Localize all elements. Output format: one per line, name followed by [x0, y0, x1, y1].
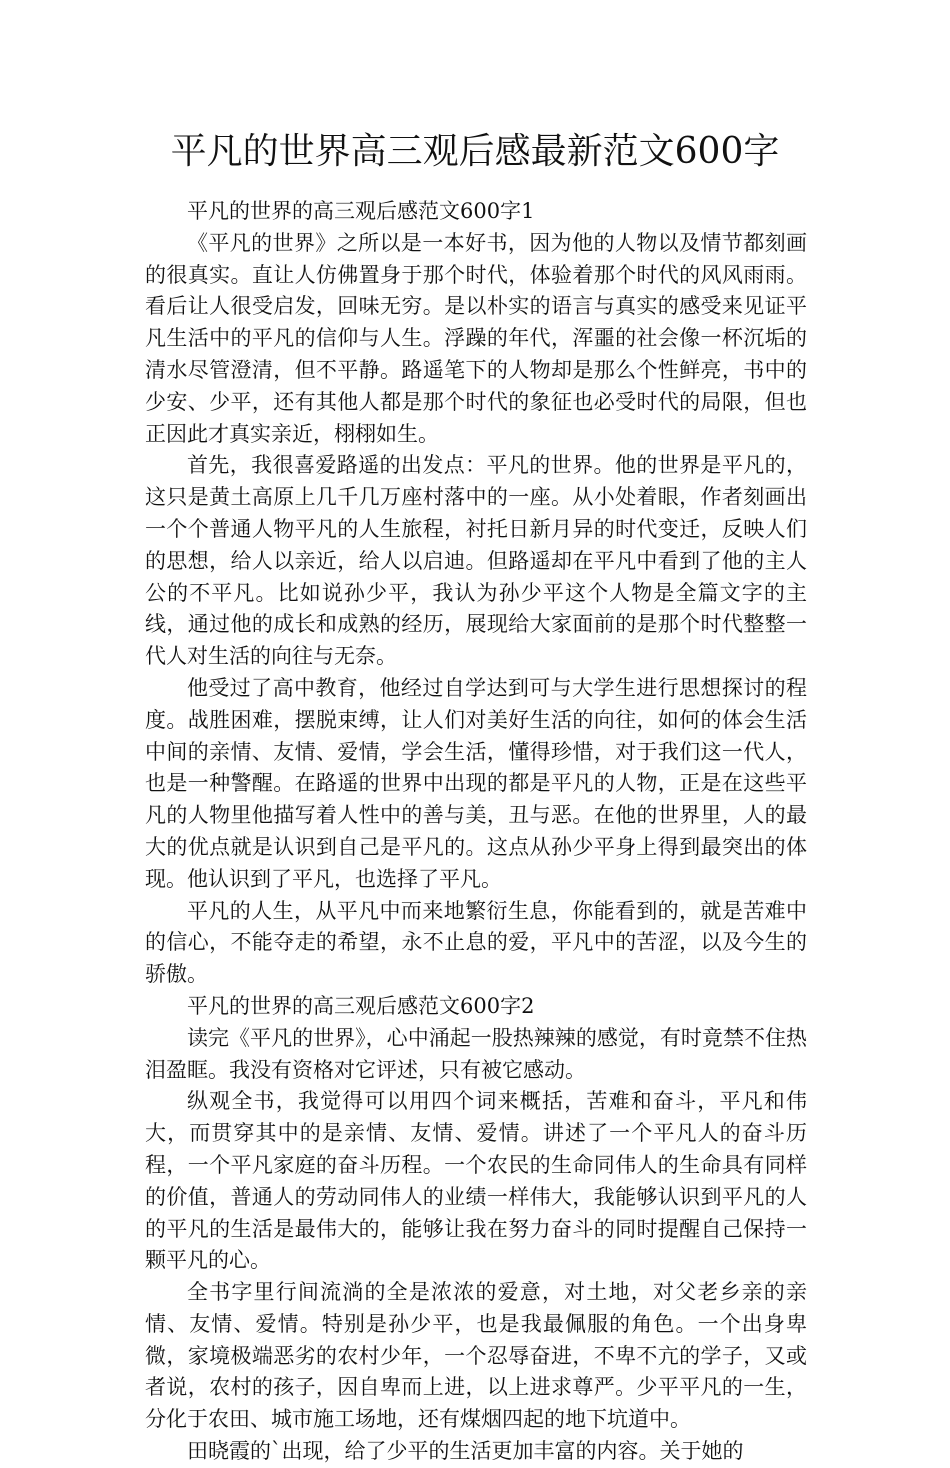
paragraph: 平凡的人生，从平凡中而来地繁衍生息，你能看到的，就是苦难中的信心，不能夺走的希望，永不止息的爱，平凡中的苦涩，以及今生的骄傲。 — [145, 898, 807, 987]
paragraph: 全书字里行间流淌的全是浓浓的爱意，对土地，对父老乡亲的亲情、友情、爱情。特别是孙少平，也是我最佩服的角色。一个出身卑微，家境极端恶劣的农村少年，一个忍辱奋进，不卑不亢的学子，又或者说，农村的孩子，因自卑而上进，以上进求尊严。少平平凡的一生，分化于农田、城市施工场地，还有煤烟四起的地下坑道中。 — [145, 1280, 807, 1432]
paragraph: 《平凡的世界》之所以是一本好书，因为他的人物以及情节都刻画的很真实。直让人仿佛置身于那个时代，体验着那个时代的风风雨雨。看后让人很受启发，回味无穷。是以朴实的语言与真实的感受来见证平凡生活中的平凡的信仰与人生。浮躁的年代，浑噩的社会像一杯沉垢的清水尽管澄清，但不平静。路遥笔下的人物却是那么个性鲜亮，书中的少安、少平，还有其他人都是那个时代的象征也必受时代的局限，但也正因此才真实亲近，栩栩如生。 — [145, 230, 807, 446]
paragraph: 纵观全书，我觉得可以用四个词来概括，苦难和奋斗，平凡和伟大，而贯穿其中的是亲情、友情、爱情。讲述了一个平凡人的奋斗历程，一个平凡家庭的奋斗历程。一个农民的生命同伟人的生命具有同样的价值，普通人的劳动同伟人的业绩一样伟大，我能够认识到平凡的人的平凡的生活是最伟大的，能够让我在努力奋斗的同时提醒自己保持一颗平凡的心。 — [145, 1089, 807, 1273]
paragraph: 读完《平凡的世界》，心中涌起一股热辣辣的感觉，有时竟禁不住热泪盈眶。我没有资格对它评述，只有被它感动。 — [145, 1025, 807, 1082]
paragraph: 首先，我很喜爱路遥的出发点：平凡的世界。他的世界是平凡的，这只是黄土高原上几千几万座村落中的一座。从小处着眼，作者刻画出一个个普通人物平凡的人生旅程，衬托日新月异的时代变迁，反映人们的思想，给人以亲近，给人以启迪。但路遥却在平凡中看到了他的主人公的不平凡。比如说孙少平，我认为孙少平这个人物是全篇文字的主线，通过他的成长和成熟的经历，展现给大家面前的是那个时代整整一代人对生活的向往与无奈。 — [145, 453, 807, 669]
paragraph: 田晓霞的`出现，给了少平的生活更加丰富的内容。关于她的 — [187, 1439, 744, 1464]
paragraph: 他受过了高中教育，他经过自学达到可与大学生进行思想探讨的程度。战胜困难，摆脱束缚，让人们对美好生活的向往，如何的体会生活中间的亲情、友情、爱情，学会生活，懂得珍惜，对于我们这一代人，也是一种警醒。在路遥的世界中出现的都是平凡的人物，正是在这些平凡的人物里他描写着人性中的善与美，丑与恶。在他的世界里，人的最大的优点就是认识到自己是平凡的。这点从孙少平身上得到最突出的体现。他认识到了平凡，也选择了平凡。 — [145, 675, 807, 891]
essay-heading-1: 平凡的世界的高三观后感范文600字1 — [187, 199, 535, 223]
page-title: 平凡的世界高三观后感最新范文600字 — [170, 131, 780, 172]
essay-heading-2: 平凡的世界的高三观后感范文600字2 — [187, 993, 535, 1018]
article-body — [145, 196, 807, 1468]
